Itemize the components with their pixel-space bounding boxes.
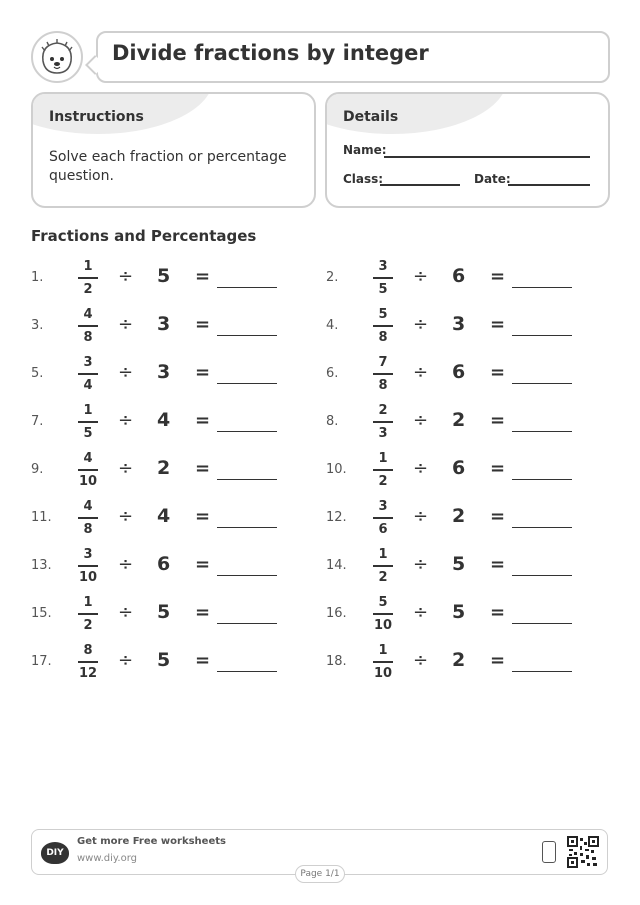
answer-blank[interactable] [217,671,277,672]
denominator: 2 [378,570,388,585]
divisor: 5 [157,265,171,287]
equals-sign: = [490,650,506,671]
numerator: 1 [83,595,93,610]
numerator: 1 [378,547,388,562]
fraction-bar [78,325,98,327]
question-number: 9. [31,462,44,477]
answer-blank[interactable] [512,383,572,384]
divisor: 5 [452,553,466,575]
equals-sign: = [195,410,211,431]
fraction [367,547,399,585]
divide-sign: ÷ [413,266,429,287]
question-number: 7. [31,414,44,429]
answer-blank[interactable] [512,671,572,672]
fraction [72,355,104,393]
fraction [72,307,104,345]
equals-sign: = [490,362,506,383]
fraction [367,643,399,681]
numerator: 3 [378,499,388,514]
details-heading: Details [343,109,399,125]
fraction [72,547,104,585]
fraction-bar [373,613,393,615]
equals-sign: = [195,266,211,287]
instructions-card [31,92,316,208]
answer-blank[interactable] [217,575,277,576]
equals-sign: = [490,266,506,287]
denominator: 8 [378,330,388,345]
question-number: 2. [326,270,339,285]
question-number: 18. [326,654,347,669]
fraction-bar [373,373,393,375]
footer-url[interactable]: www.diy.org [77,853,137,864]
divide-sign: ÷ [118,554,134,575]
answer-blank[interactable] [217,623,277,624]
denominator: 8 [378,378,388,393]
question-number: 4. [326,318,339,333]
divisor: 6 [452,361,466,383]
divisor: 3 [157,313,171,335]
fraction-bar [78,565,98,567]
instructions-text: Solve each fraction or percentage question. [49,149,287,184]
answer-blank[interactable] [217,431,277,432]
fraction [72,643,104,681]
divisor: 3 [157,361,171,383]
fraction-bar [373,469,393,471]
numerator: 4 [83,499,93,514]
denominator: 10 [78,474,98,489]
answer-blank[interactable] [512,287,572,288]
instructions-heading: Instructions [49,109,144,125]
question-number: 17. [31,654,52,669]
fraction-bar [373,325,393,327]
fraction [367,595,399,633]
answer-blank[interactable] [512,575,572,576]
question-number: 6. [326,366,339,381]
answer-blank[interactable] [217,287,277,288]
divide-sign: ÷ [118,602,134,623]
numerator: 3 [83,355,93,370]
divide-sign: ÷ [413,602,429,623]
fraction [367,499,399,537]
numerator: 4 [83,451,93,466]
fraction [367,451,399,489]
fraction-bar [373,661,393,663]
denominator: 2 [378,474,388,489]
answer-blank[interactable] [512,527,572,528]
numerator: 4 [83,307,93,322]
fraction [367,355,399,393]
equals-sign: = [195,650,211,671]
denominator: 5 [378,282,388,297]
denominator: 5 [83,426,93,441]
fraction [367,259,399,297]
divisor: 4 [157,409,171,431]
numerator: 5 [378,595,388,610]
fraction-bar [78,373,98,375]
divide-sign: ÷ [118,362,134,383]
question-number: 8. [326,414,339,429]
denominator: 8 [83,522,93,537]
question-number: 1. [31,270,44,285]
divisor: 5 [452,601,466,623]
mascot-icon [31,31,83,83]
divide-sign: ÷ [413,458,429,479]
divisor: 5 [157,649,171,671]
equals-sign: = [195,314,211,335]
divisor: 3 [452,313,466,335]
divide-sign: ÷ [118,410,134,431]
denominator: 2 [83,282,93,297]
question-number: 3. [31,318,44,333]
divisor: 2 [452,409,466,431]
denominator: 12 [78,666,98,681]
fraction [72,403,104,441]
equals-sign: = [490,410,506,431]
divisor: 2 [452,649,466,671]
denominator: 6 [378,522,388,537]
answer-blank[interactable] [512,623,572,624]
equals-sign: = [195,506,211,527]
denominator: 2 [83,618,93,633]
equals-sign: = [490,314,506,335]
fraction [367,403,399,441]
numerator: 1 [83,259,93,274]
question-number: 14. [326,558,347,573]
fraction [72,451,104,489]
question-number: 12. [326,510,347,525]
fraction-bar [78,469,98,471]
divisor: 6 [157,553,171,575]
date-field[interactable] [508,184,590,186]
answer-blank[interactable] [512,479,572,480]
answer-blank[interactable] [217,383,277,384]
section-title: Fractions and Percentages [31,227,257,245]
answer-blank[interactable] [217,527,277,528]
question-number: 5. [31,366,44,381]
name-field[interactable] [384,156,590,158]
numerator: 1 [83,403,93,418]
divisor: 2 [157,457,171,479]
fraction [72,499,104,537]
equals-sign: = [490,602,506,623]
answer-blank[interactable] [217,479,277,480]
fraction-bar [373,565,393,567]
footer-title[interactable]: Get more Free worksheets [77,836,226,847]
fraction [72,595,104,633]
divide-sign: ÷ [118,506,134,527]
name-label: Name: [343,143,387,157]
numerator: 1 [378,643,388,658]
denominator: 8 [83,330,93,345]
denominator: 10 [373,666,393,681]
fraction-bar [373,277,393,279]
denominator: 10 [373,618,393,633]
fraction-bar [373,421,393,423]
question-number: 10. [326,462,347,477]
answer-blank[interactable] [512,335,572,336]
answer-blank[interactable] [512,431,572,432]
divide-sign: ÷ [413,506,429,527]
numerator: 7 [378,355,388,370]
numerator: 8 [83,643,93,658]
fraction [72,259,104,297]
denominator: 10 [78,570,98,585]
date-label: Date: [474,172,511,186]
divide-sign: ÷ [413,362,429,383]
equals-sign: = [490,458,506,479]
fraction-bar [78,421,98,423]
divide-sign: ÷ [118,314,134,335]
fraction-bar [78,613,98,615]
phone-icon [542,841,556,863]
question-number: 11. [31,510,52,525]
equals-sign: = [195,554,211,575]
numerator: 2 [378,403,388,418]
diy-logo: DIY [41,842,69,864]
divide-sign: ÷ [118,650,134,671]
numerator: 5 [378,307,388,322]
fraction-bar [78,661,98,663]
details-card [325,92,610,208]
numerator: 3 [83,547,93,562]
question-number: 13. [31,558,52,573]
divisor: 6 [452,265,466,287]
equals-sign: = [195,362,211,383]
numerator: 1 [378,451,388,466]
divide-sign: ÷ [413,314,429,335]
class-field[interactable] [380,184,460,186]
numerator: 3 [378,259,388,274]
divisor: 5 [157,601,171,623]
equals-sign: = [490,506,506,527]
divide-sign: ÷ [413,410,429,431]
page-title: Divide fractions by integer [112,41,429,65]
divisor: 4 [157,505,171,527]
denominator: 3 [378,426,388,441]
divide-sign: ÷ [413,650,429,671]
fraction [367,307,399,345]
equals-sign: = [490,554,506,575]
divide-sign: ÷ [118,266,134,287]
divisor: 6 [452,457,466,479]
fraction-bar [373,517,393,519]
class-label: Class: [343,172,384,186]
fraction-bar [78,277,98,279]
fraction-bar [78,517,98,519]
equals-sign: = [195,602,211,623]
denominator: 4 [83,378,93,393]
qr-code-icon [567,836,599,868]
divide-sign: ÷ [118,458,134,479]
divisor: 2 [452,505,466,527]
divide-sign: ÷ [413,554,429,575]
equals-sign: = [195,458,211,479]
question-number: 15. [31,606,52,621]
question-number: 16. [326,606,347,621]
page-indicator: Page 1/1 [295,865,345,883]
answer-blank[interactable] [217,335,277,336]
